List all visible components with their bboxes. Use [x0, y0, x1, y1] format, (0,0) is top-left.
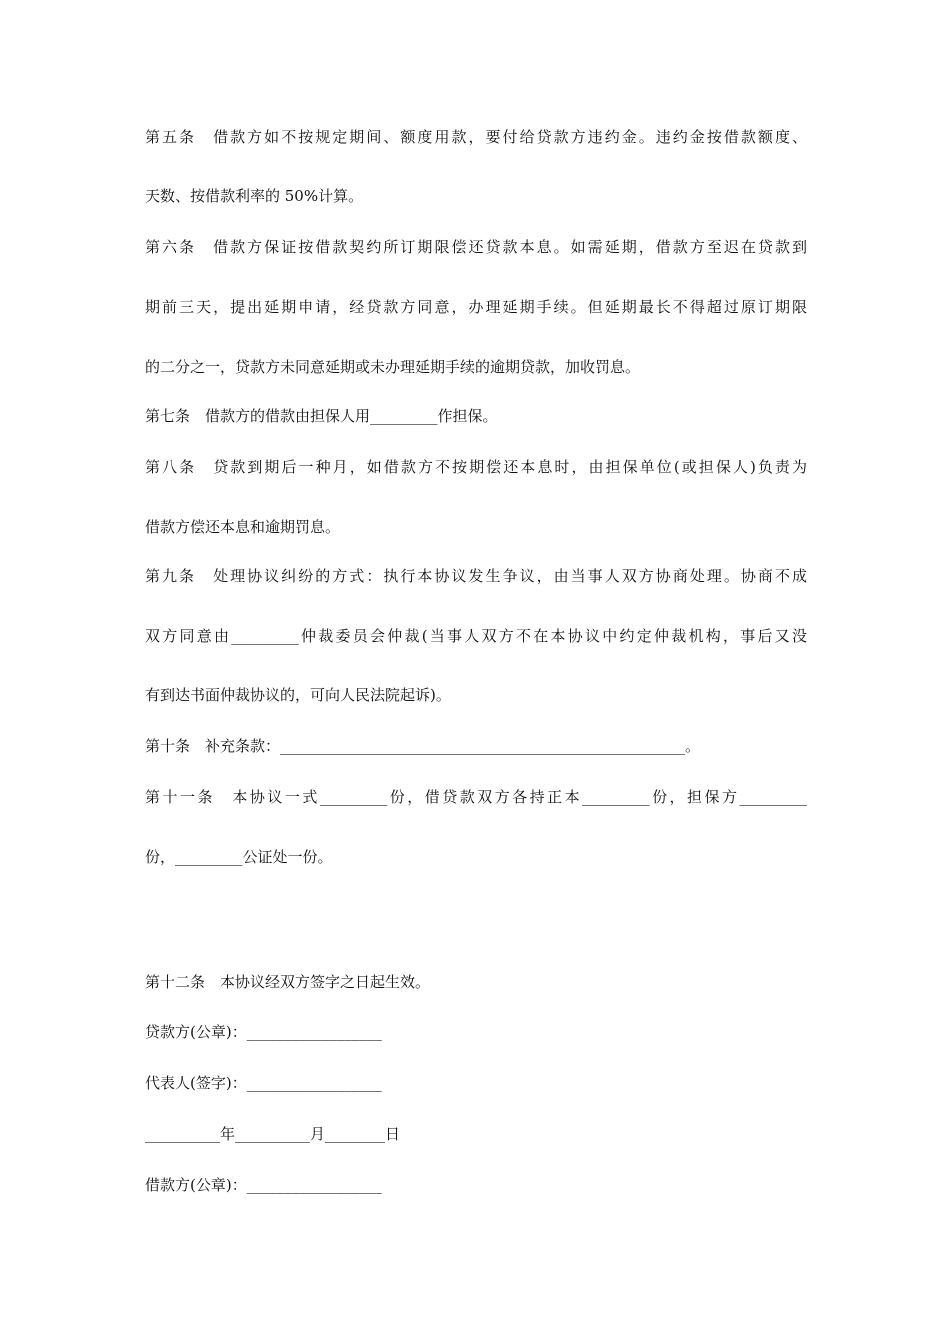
article-9-line-3: 有到达书面仲裁协议的，可向人民法院起诉)。: [145, 686, 451, 704]
article-10-line-1: 第十条 补充条款：______________________________________________________。: [145, 737, 701, 755]
date-line: __________年__________月________日: [145, 1125, 401, 1143]
article-11-line-2: 份，_________公证处一份。: [145, 848, 333, 866]
article-6-line-1: 第六条 借款方保证按借款契约所订期限偿还贷款本息。如需延期，借款方至迟在贷款到: [145, 238, 807, 256]
article-6-line-2: 期前三天，提出延期申请，经贷款方同意，办理延期手续。但延期最长不得超过原订期限: [145, 298, 807, 316]
article-9-line-1: 第九条 处理协议纠纷的方式：执行本协议发生争议，由当事人双方协商处理。协商不成: [145, 567, 807, 585]
article-6-line-3: 的二分之一，贷款方未同意延期或未办理延期手续的逾期贷款，加收罚息。: [145, 358, 641, 376]
article-9-line-2: 双方同意由_________仲裁委员会仲裁(当事人双方不在本协议中约定仲裁机构，事后又没: [145, 627, 807, 645]
article-5-line-2: 天数、按借款利率的 50%计算。: [145, 187, 364, 205]
article-7-line-1: 第七条 借款方的借款由担保人用_________作担保。: [145, 407, 498, 425]
article-5-line-1: 第五条 借款方如不按规定期间、额度用款，要付给贷款方违约金。违约金按借款额度、: [145, 128, 807, 146]
borrower-seal-line: 借款方(公章)：__________________: [145, 1176, 382, 1194]
lender-seal-line: 贷款方(公章)：__________________: [145, 1023, 382, 1041]
article-8-line-1: 第八条 贷款到期后一种月，如借款方不按期偿还本息时，由担保单位(或担保人)负责为: [145, 458, 807, 476]
representative-signature-line: 代表人(签字)：__________________: [145, 1074, 382, 1092]
article-8-line-2: 借款方偿还本息和逾期罚息。: [145, 518, 341, 536]
article-11-line-1: 第十一条 本协议一式_________份，借贷款双方各持正本_________份，担保方_________: [145, 788, 807, 806]
article-12-line-1: 第十二条 本协议经双方签字之日起生效。: [145, 973, 431, 991]
